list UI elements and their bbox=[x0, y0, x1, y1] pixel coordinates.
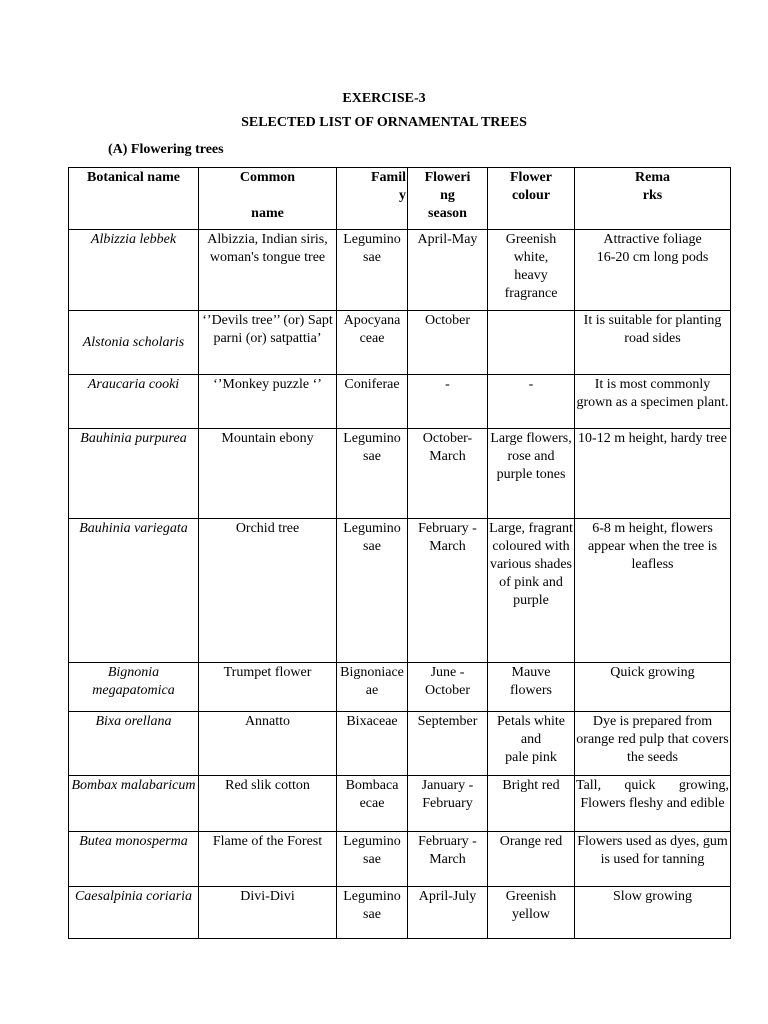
cell-season: January - February bbox=[408, 776, 488, 832]
cell-season: - bbox=[408, 375, 488, 429]
cell-season: April-July bbox=[408, 887, 488, 939]
cell-season: October-March bbox=[408, 429, 488, 519]
table-row bbox=[69, 712, 731, 776]
cell-family: Apocyana ceae bbox=[337, 311, 408, 375]
exercise-title: EXERCISE-3 bbox=[342, 91, 426, 106]
cell-family: Bixaceae bbox=[337, 712, 408, 776]
table-header-row bbox=[69, 168, 731, 230]
table-row bbox=[69, 887, 731, 939]
header-flowering-season: Floweri ng season bbox=[408, 168, 488, 230]
cell-botanical: Bixa orellana bbox=[69, 712, 199, 776]
cell-common: Trumpet flower bbox=[199, 663, 337, 712]
cell-season: February - March bbox=[408, 519, 488, 663]
cell-common: Red slik cotton bbox=[199, 776, 337, 832]
cell-remarks: Attractive foliage 16-20 cm long pods bbox=[575, 230, 731, 311]
table-row bbox=[69, 832, 731, 887]
header-family: Famil y bbox=[337, 168, 408, 230]
cell-remarks: Dye is prepared from orange red pulp that covers the seeds bbox=[575, 712, 731, 776]
cell-family: Legumino sae bbox=[337, 832, 408, 887]
table-row bbox=[69, 429, 731, 519]
cell-colour bbox=[488, 311, 575, 375]
section-heading: (A) Flowering trees bbox=[108, 142, 224, 157]
cell-botanical: Bombax malabaricum bbox=[69, 776, 199, 832]
header-common-name: Common name bbox=[199, 168, 337, 230]
cell-family: Coniferae bbox=[337, 375, 408, 429]
cell-remarks: Tall, quick growing, Flowers fleshy and edible bbox=[575, 776, 731, 832]
cell-season: June - October bbox=[408, 663, 488, 712]
cell-colour: Bright red bbox=[488, 776, 575, 832]
table-row bbox=[69, 519, 731, 663]
cell-season: September bbox=[408, 712, 488, 776]
cell-common: Mountain ebony bbox=[199, 429, 337, 519]
cell-colour: Greenish yellow bbox=[488, 887, 575, 939]
cell-remarks: It is most commonly grown as a specimen plant. bbox=[575, 375, 731, 429]
cell-botanical: Bignonia megapatomica bbox=[69, 663, 199, 712]
list-title: SELECTED LIST OF ORNAMENTAL TREES bbox=[241, 115, 527, 130]
ornamental-trees-table bbox=[68, 167, 731, 939]
header-botanical-name: Botanical name bbox=[69, 168, 199, 230]
cell-season: February - March bbox=[408, 832, 488, 887]
cell-remarks: Slow growing bbox=[575, 887, 731, 939]
header-flower-colour: Flower colour bbox=[488, 168, 575, 230]
cell-botanical: Caesalpinia coriaria bbox=[69, 887, 199, 939]
table-row bbox=[69, 663, 731, 712]
cell-family: Legumino sae bbox=[337, 429, 408, 519]
cell-common: Divi-Divi bbox=[199, 887, 337, 939]
header-remarks: Rema rks bbox=[575, 168, 731, 230]
cell-colour: Greenish white, heavy fragrance bbox=[488, 230, 575, 311]
cell-colour: Large flowers, rose and purple tones bbox=[488, 429, 575, 519]
cell-colour: - bbox=[488, 375, 575, 429]
cell-remarks: 10-12 m height, hardy tree bbox=[575, 429, 731, 519]
table-row bbox=[69, 375, 731, 429]
cell-remarks: It is suitable for planting road sides bbox=[575, 311, 731, 375]
cell-family: Bombaca ecae bbox=[337, 776, 408, 832]
table-row bbox=[69, 776, 731, 832]
cell-colour: Mauve flowers bbox=[488, 663, 575, 712]
cell-season: April-May bbox=[408, 230, 488, 311]
cell-family: Legumino sae bbox=[337, 230, 408, 311]
cell-botanical: Albizzia lebbek bbox=[69, 230, 199, 311]
cell-colour: Orange red bbox=[488, 832, 575, 887]
cell-common: Orchid tree bbox=[199, 519, 337, 663]
cell-common: ‘’Devils tree’’ (or) Sapt parni (or) satpattia’ bbox=[199, 311, 337, 375]
cell-family: Legumino sae bbox=[337, 887, 408, 939]
cell-family: Legumino sae bbox=[337, 519, 408, 663]
cell-remarks: Quick growing bbox=[575, 663, 731, 712]
cell-common: Annatto bbox=[199, 712, 337, 776]
cell-botanical: Alstonia scholaris bbox=[69, 311, 199, 375]
cell-botanical: Butea monosperma bbox=[69, 832, 199, 887]
table-row bbox=[69, 311, 731, 375]
cell-remarks: 6-8 m height, flowers appear when the tree is leafless bbox=[575, 519, 731, 663]
cell-family: Bignoniace ae bbox=[337, 663, 408, 712]
cell-common: ‘’Monkey puzzle ‘’ bbox=[199, 375, 337, 429]
table-row bbox=[69, 230, 731, 311]
cell-remarks: Flowers used as dyes, gum is used for tanning bbox=[575, 832, 731, 887]
cell-common: Flame of the Forest bbox=[199, 832, 337, 887]
cell-botanical: Bauhinia variegata bbox=[69, 519, 199, 663]
cell-season: October bbox=[408, 311, 488, 375]
cell-colour: Petals white and pale pink bbox=[488, 712, 575, 776]
cell-botanical: Bauhinia purpurea bbox=[69, 429, 199, 519]
cell-colour: Large, fragrant coloured with various shades of pink and purple bbox=[488, 519, 575, 663]
cell-common: Albizzia, Indian siris, woman's tongue tree bbox=[199, 230, 337, 311]
cell-botanical: Araucaria cooki bbox=[69, 375, 199, 429]
